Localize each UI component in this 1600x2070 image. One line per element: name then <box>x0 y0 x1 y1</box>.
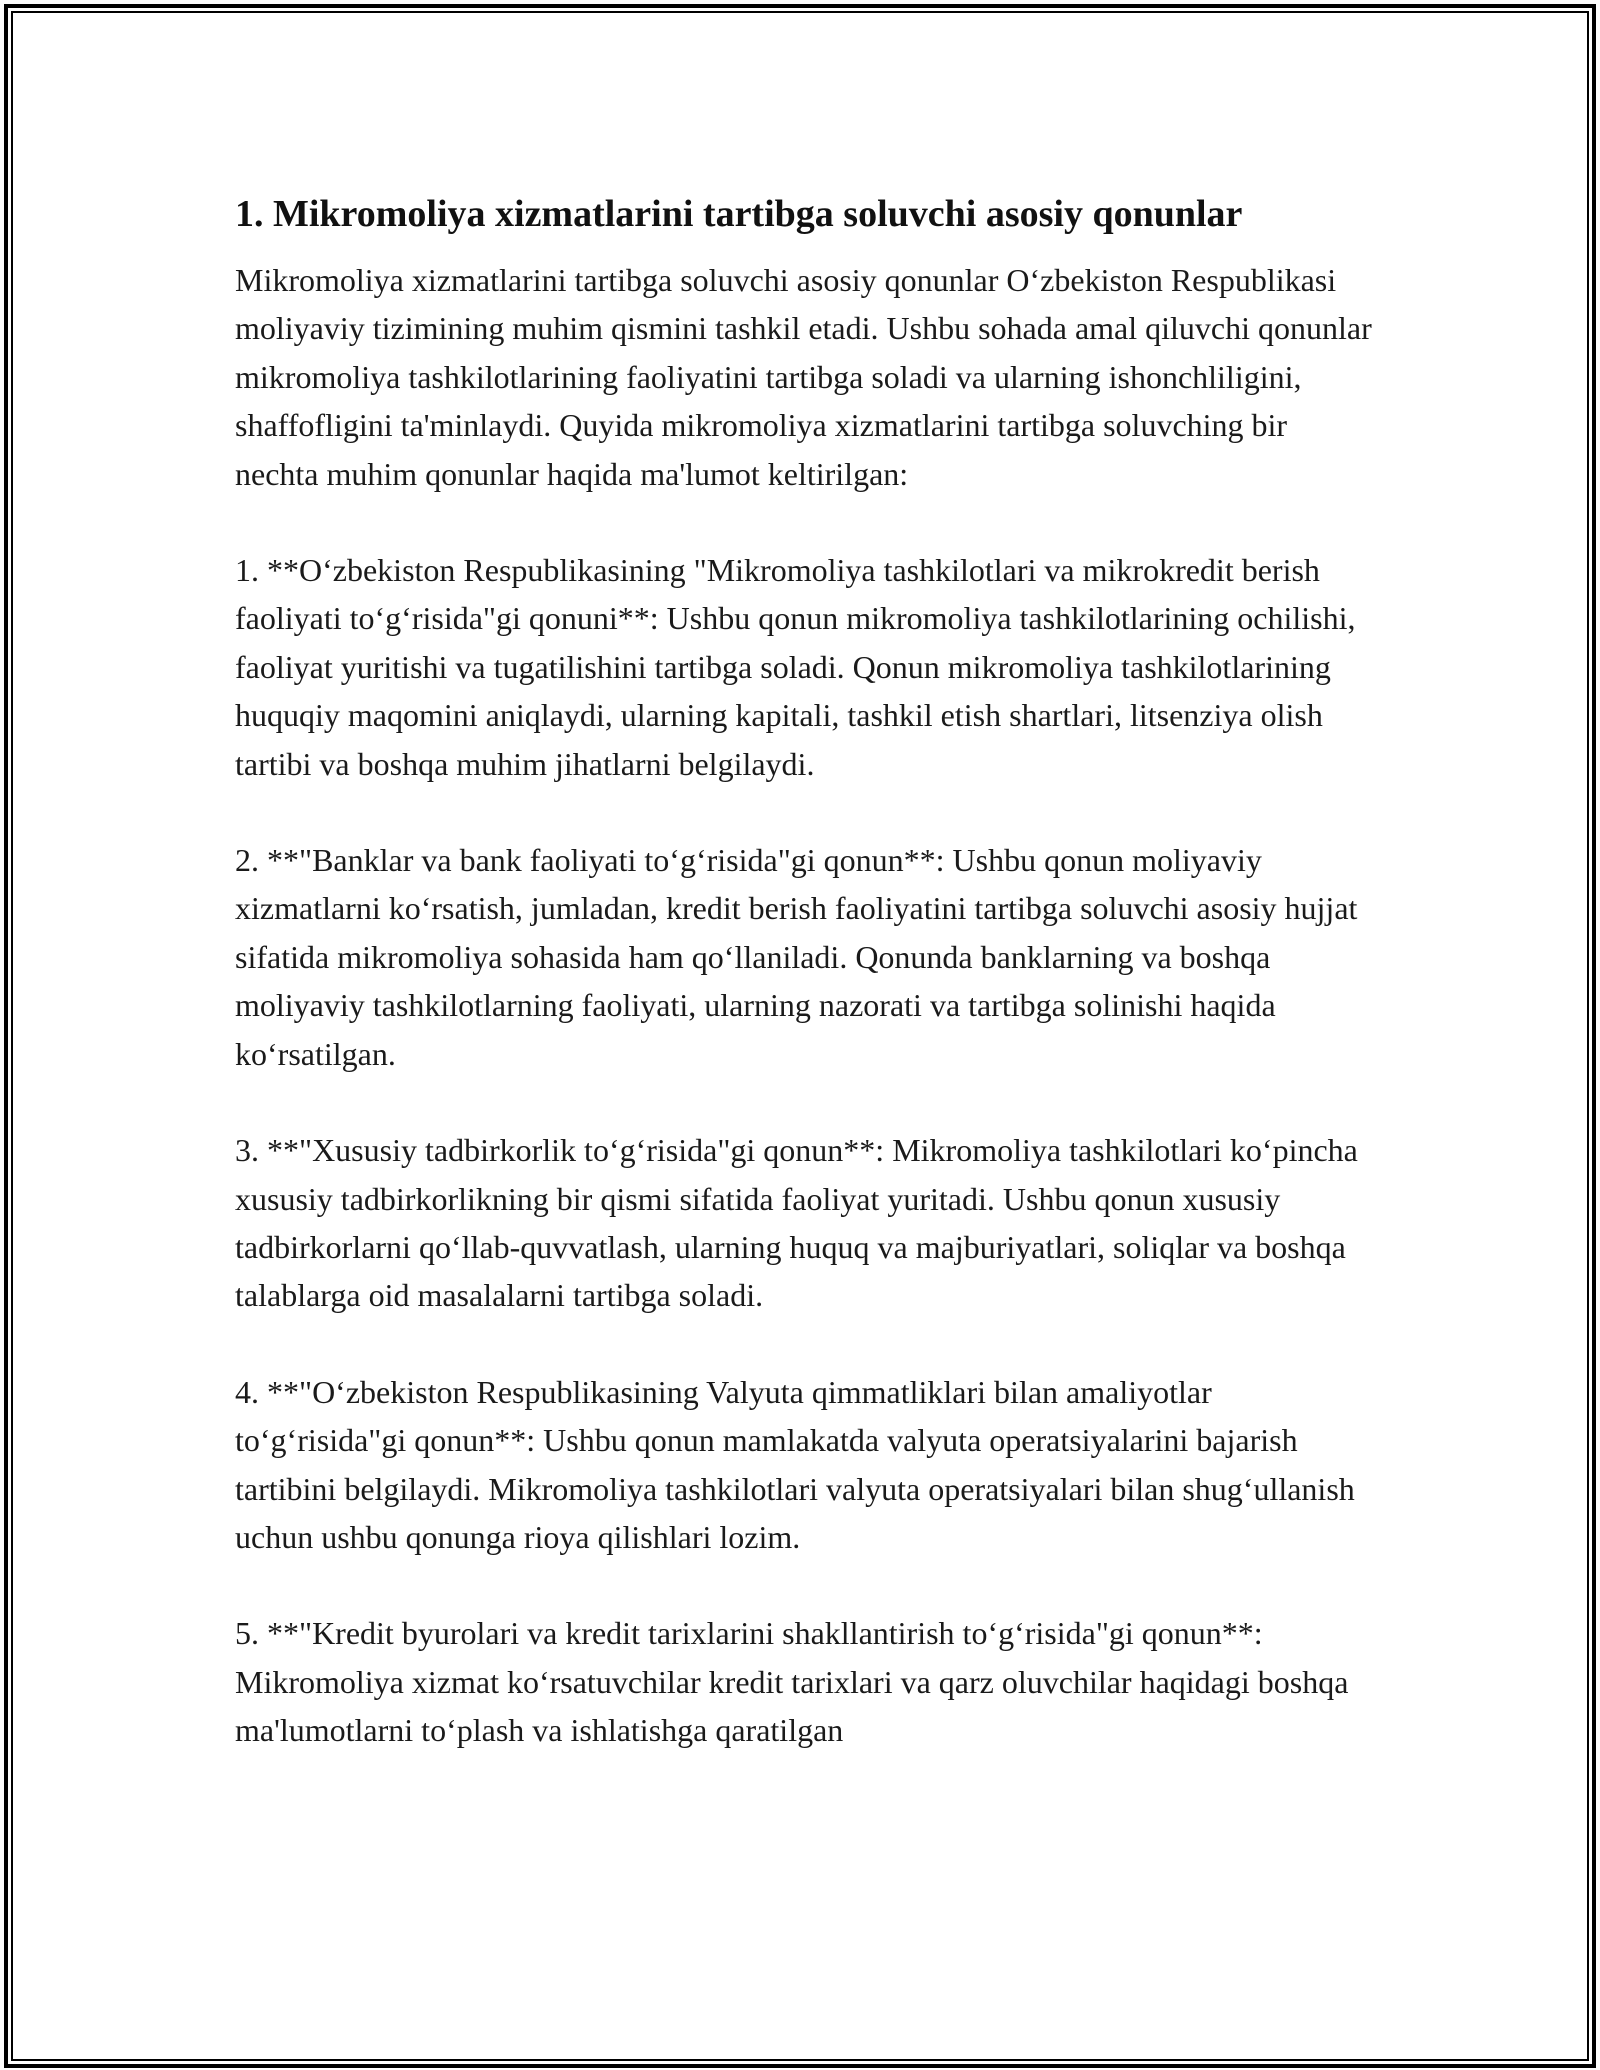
intro-paragraph: Mikromoliya xizmatlarini tartibga soluvchi asosiy qonunlar O‘zbekiston Respublikasi moliyaviy tizimining muhim qismini tashkil etadi. Ushbu sohada amal qiluvchi qonunlar mikromoliya tashkilotlarining faoliyatini tartibga soladi va ularning ishonchliligini, shaffofligini ta'minlaydi. Quyida mikromoliya xizmatlarini tartibga soluvching bir nechta muhim qonunlar haqida ma'lumot keltirilgan: <box>235 262 1372 492</box>
law-item-1: 1. **O‘zbekiston Respublikasining "Mikromoliya tashkilotlari va mikrokredit berish faoliyati to‘g‘risida"gi qonuni**: Ushbu qonun mikromoliya tashkilotlarining ochilishi, faoliyat yuritishi va tugatilishini tartibga soladi. Qonun mikromoliya tashkilotlarining huquqiy maqomini aniqlaydi, ularning kapitali, tashkil etish shartlari, litsenziya olish tartibi va boshqa muhim jihatlarni belgilaydi. <box>235 552 1356 782</box>
section-heading: 1. Mikromoliya xizmatlarini tartibga soluvchi asosiy qonunlar <box>235 193 1243 235</box>
law-item-2: 2. **"Banklar va bank faoliyati to‘g‘risida"gi qonun**: Ushbu qonun moliyaviy xizmatlarni ko‘rsatish, jumladan, kredit berish faoliyatini tartibga soluvchi asosiy hujjat sifatida mikromoliya sohasida ham qo‘llaniladi. Qonunda banklarning va boshqa moliyaviy tashkilotlarning faoliyati, ularning nazorati va tartibga solinishi haqida ko‘rsatilgan. <box>235 842 1358 1072</box>
law-item-3: 3. **"Xususiy tadbirkorlik to‘g‘risida"gi qonun**: Mikromoliya tashkilotlari ko‘pincha xususiy tadbirkorlikning bir qismi sifatida faoliyat yuritadi. Ushbu qonun xususiy tadbirkorlarni qo‘llab-quvvatlash, ularning huquq va majburiyatlari, soliqlar va boshqa talablarga oid masalalarni tartibga soladi. <box>235 1132 1358 1314</box>
document-body <box>235 190 1375 1755</box>
law-item-4: 4. **"O‘zbekiston Respublikasining Valyuta qimmatliklari bilan amaliyotlar to‘g‘risida"gi qonun**: Ushbu qonun mamlakatda valyuta operatsiyalarini bajarish tartibini belgilaydi. Mikromoliya tashkilotlari valyuta operatsiyalari bilan shug‘ullanish uchun ushbu qonunga rioya qilishlari lozim. <box>235 1373 1355 1555</box>
law-item-5: 5. **"Kredit byurolari va kredit tarixlarini shakllantirish to‘g‘risida"gi qonun**: Mikromoliya xizmat ko‘rsatuvchilar kredit tarixlari va qarz oluvchilar haqidagi boshqa ma'lumotlarni to‘plash va ishlatishga qaratilgan <box>235 1615 1349 1749</box>
